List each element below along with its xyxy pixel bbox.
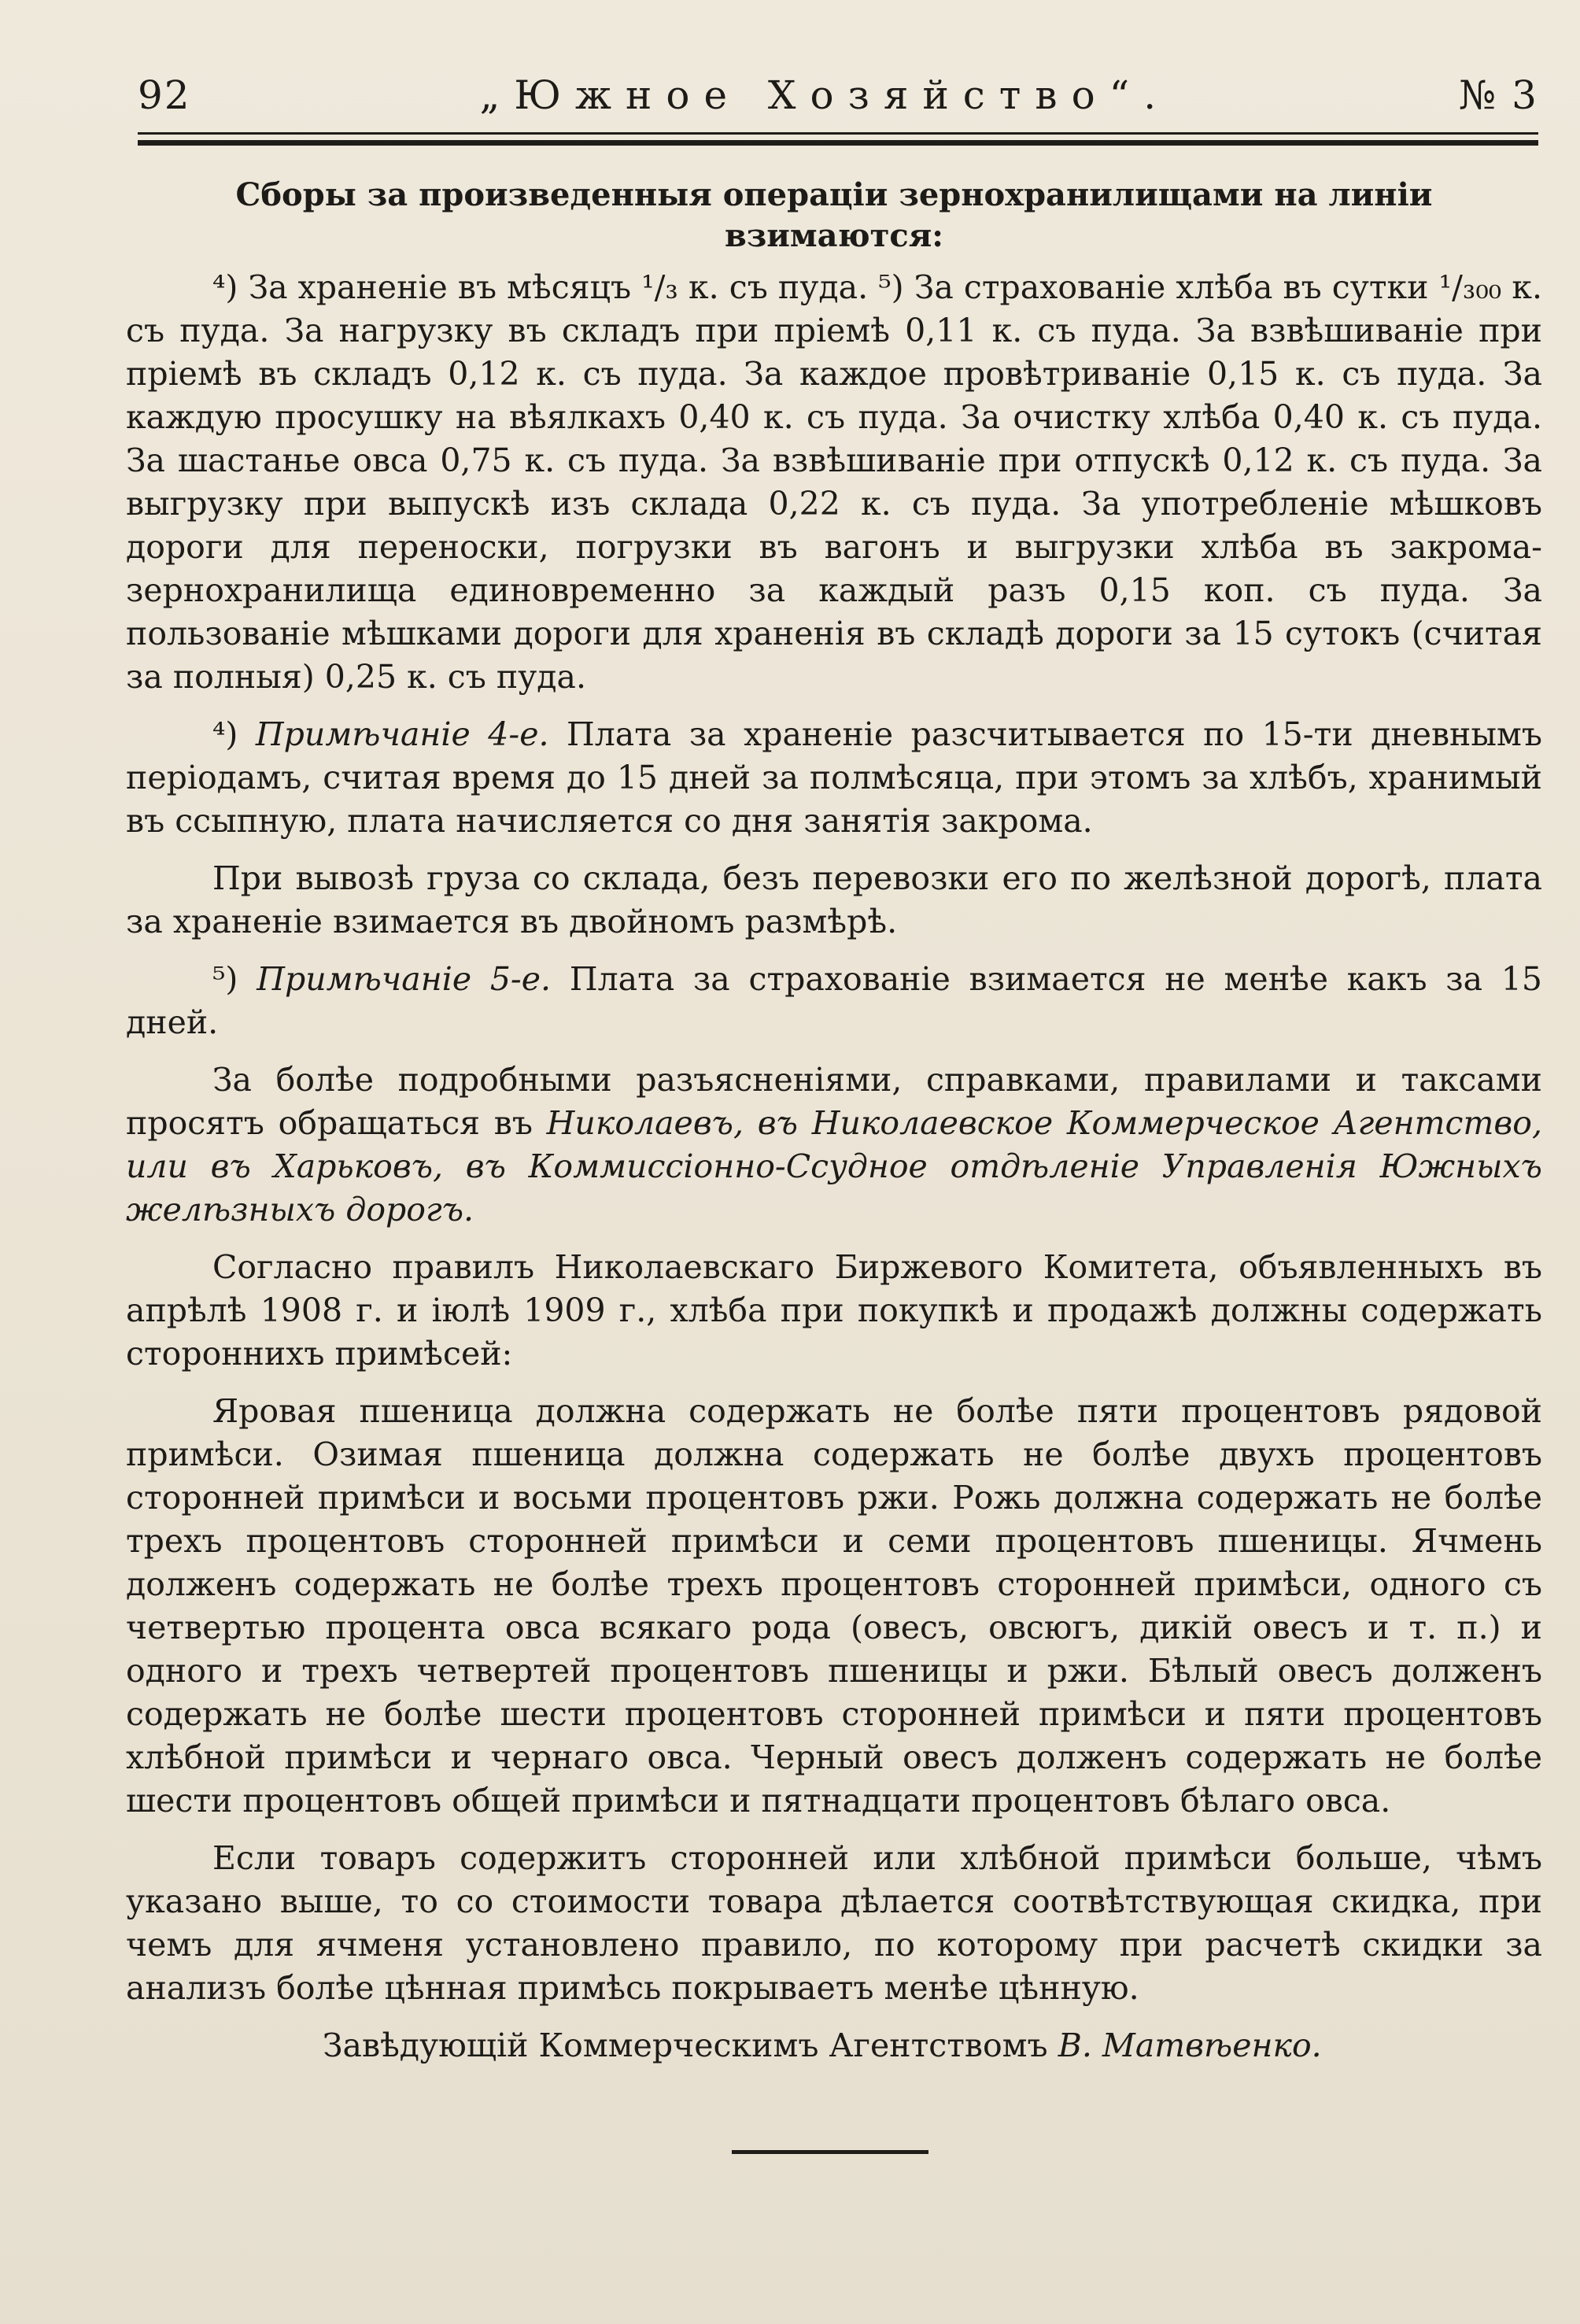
- export-paragraph: При вывозѣ груза со склада, безъ перевозки его по желѣзной дорогѣ, плата за храненіе взимается въ двойномъ размѣрѣ.: [126, 859, 1542, 940]
- fraction: ¹/₃: [641, 268, 678, 306]
- fees-paragraph: ⁴) За храненіе въ мѣсяцъ ¹/₃ к. съ пуда. ⁵) За страхованіе хлѣба въ сутки ¹/₃₀₀ к. съ пуда. За нагрузку въ складъ при пріемѣ 0,11 к. съ пуда. За взвѣшиваніе при пріемѣ въ складъ 0,12 к. съ пуда. За каждое провѣтриваніе 0,15 к. съ пуда. За каждую просушку на вѣялкахъ 0,40 к. съ пуда. За очистку хлѣба 0,40 к. съ пуда. За шастанье овса 0,75 к. съ пуда. За взвѣшиваніе при отпускѣ 0,12 к. съ пуда. За выгрузку при выпускѣ изъ склада 0,22 к. съ пуда. За употребленіе мѣшковъ дороги для переноски, погрузки въ вагонъ и выгрузки хлѣба въ закрома-зернохранилища единовременно за каждый разъ 0,15 коп. съ пуда. За пользованіе мѣшками дороги для храненія въ складѣ дороги за 15 сутокъ (считая за полныя) 0,25 к. съ пуда.: [126, 268, 1542, 696]
- fraction: ¹/₃₀₀: [1438, 268, 1502, 306]
- signature-position: Завѣдующій Коммерческимъ Агентствомъ: [323, 2027, 1048, 2064]
- note-4: ⁴) Примѣчаніе 4-е. Плата за храненіе разсчитывается по 15-ти дневнымъ періодамъ, считая время до 15 дней за полмѣсяца, при этомъ за хлѣбъ, хранимый въ ссыпную, плата начисляется со дня занятія закрома.: [126, 715, 1542, 840]
- signature: [126, 2024, 1542, 2067]
- note-5: ⁵) Примѣчаніе 5-е. Плата за страхованіе взимается не менѣе какъ за 15 дней.: [126, 960, 1542, 1041]
- note-label: Примѣчаніе 5-е.: [257, 960, 552, 998]
- section-heading: Сборы за произведенныя операціи зернохранилищами на линіи взимаются:: [235, 176, 1433, 254]
- grain-impurity-paragraph: Яровая пшеница должна содержать не болѣе пяти процентовъ рядовой примѣси. Озимая пшеница должна содержать не болѣе двухъ процентовъ сторонней примѣси и восьми процентовъ ржи. Рожь должна содержать не болѣе трехъ процентовъ сторонней примѣси и семи процентовъ пшеницы. Ячмень долженъ содержать не болѣе трехъ процентовъ сторонней примѣси, одного съ четвертью процента овса всякаго рода (овесъ, овсюгъ, дикій овесъ и т. п.) и одного и трехъ четвертей процентовъ пшеницы и ржи. Бѣлый овесъ долженъ содержать не болѣе шести процентовъ сторонней примѣси и пяти процентовъ хлѣбной примѣси и чернаго овса. Черный овесъ долженъ содержать не болѣе шести процентовъ общей примѣси и пятнадцати процентовъ бѣлаго овса.: [126, 1392, 1542, 1820]
- signature-name: В. Матвѣенко.: [1058, 2027, 1322, 2064]
- discount-paragraph: Если товаръ содержитъ сторонней или хлѣбной примѣси больше, чѣмъ указано выше, то со стоимости товара дѣлается соотвѣтствующая скидка, при чемъ для ячменя установлено правило, по которому при расчетѣ скидки за анализъ болѣе цѣнная примѣсь покрываетъ менѣе цѣнную.: [126, 1839, 1542, 2007]
- rules-paragraph: Согласно правилъ Николаевскаго Биржевого Комитета, объявленныхъ въ апрѣлѣ 1908 г. и іюлѣ 1909 г., хлѣба при покупкѣ и продажѣ должны содержать стороннихъ примѣсей:: [126, 1248, 1542, 1373]
- end-rule: [732, 2150, 928, 2154]
- note-label: Примѣчаніе 4-е.: [255, 715, 549, 753]
- article-body: [126, 175, 1542, 2082]
- page-header: [138, 72, 1538, 135]
- info-paragraph: За болѣе подробными разъясненіями, справками, правилами и таксами просятъ обращаться въ Николаевъ, въ Николаевское Коммерческое Агентство, или въ Харьковъ, въ Коммиссіонно-Ссудное отдѣленіе Управленія Южныхъ желѣзныхъ дорогъ.: [126, 1061, 1542, 1229]
- header-rule-thick: [138, 140, 1538, 146]
- footnote-mark-5: ⁵): [878, 268, 904, 306]
- issue-number: № 3: [1458, 72, 1538, 118]
- footnote-mark-4: ⁴): [212, 268, 238, 306]
- header-rule-thin: [138, 132, 1538, 135]
- page-number: 92: [138, 72, 191, 118]
- journal-title: „Южное Хозяйство“.: [479, 72, 1171, 118]
